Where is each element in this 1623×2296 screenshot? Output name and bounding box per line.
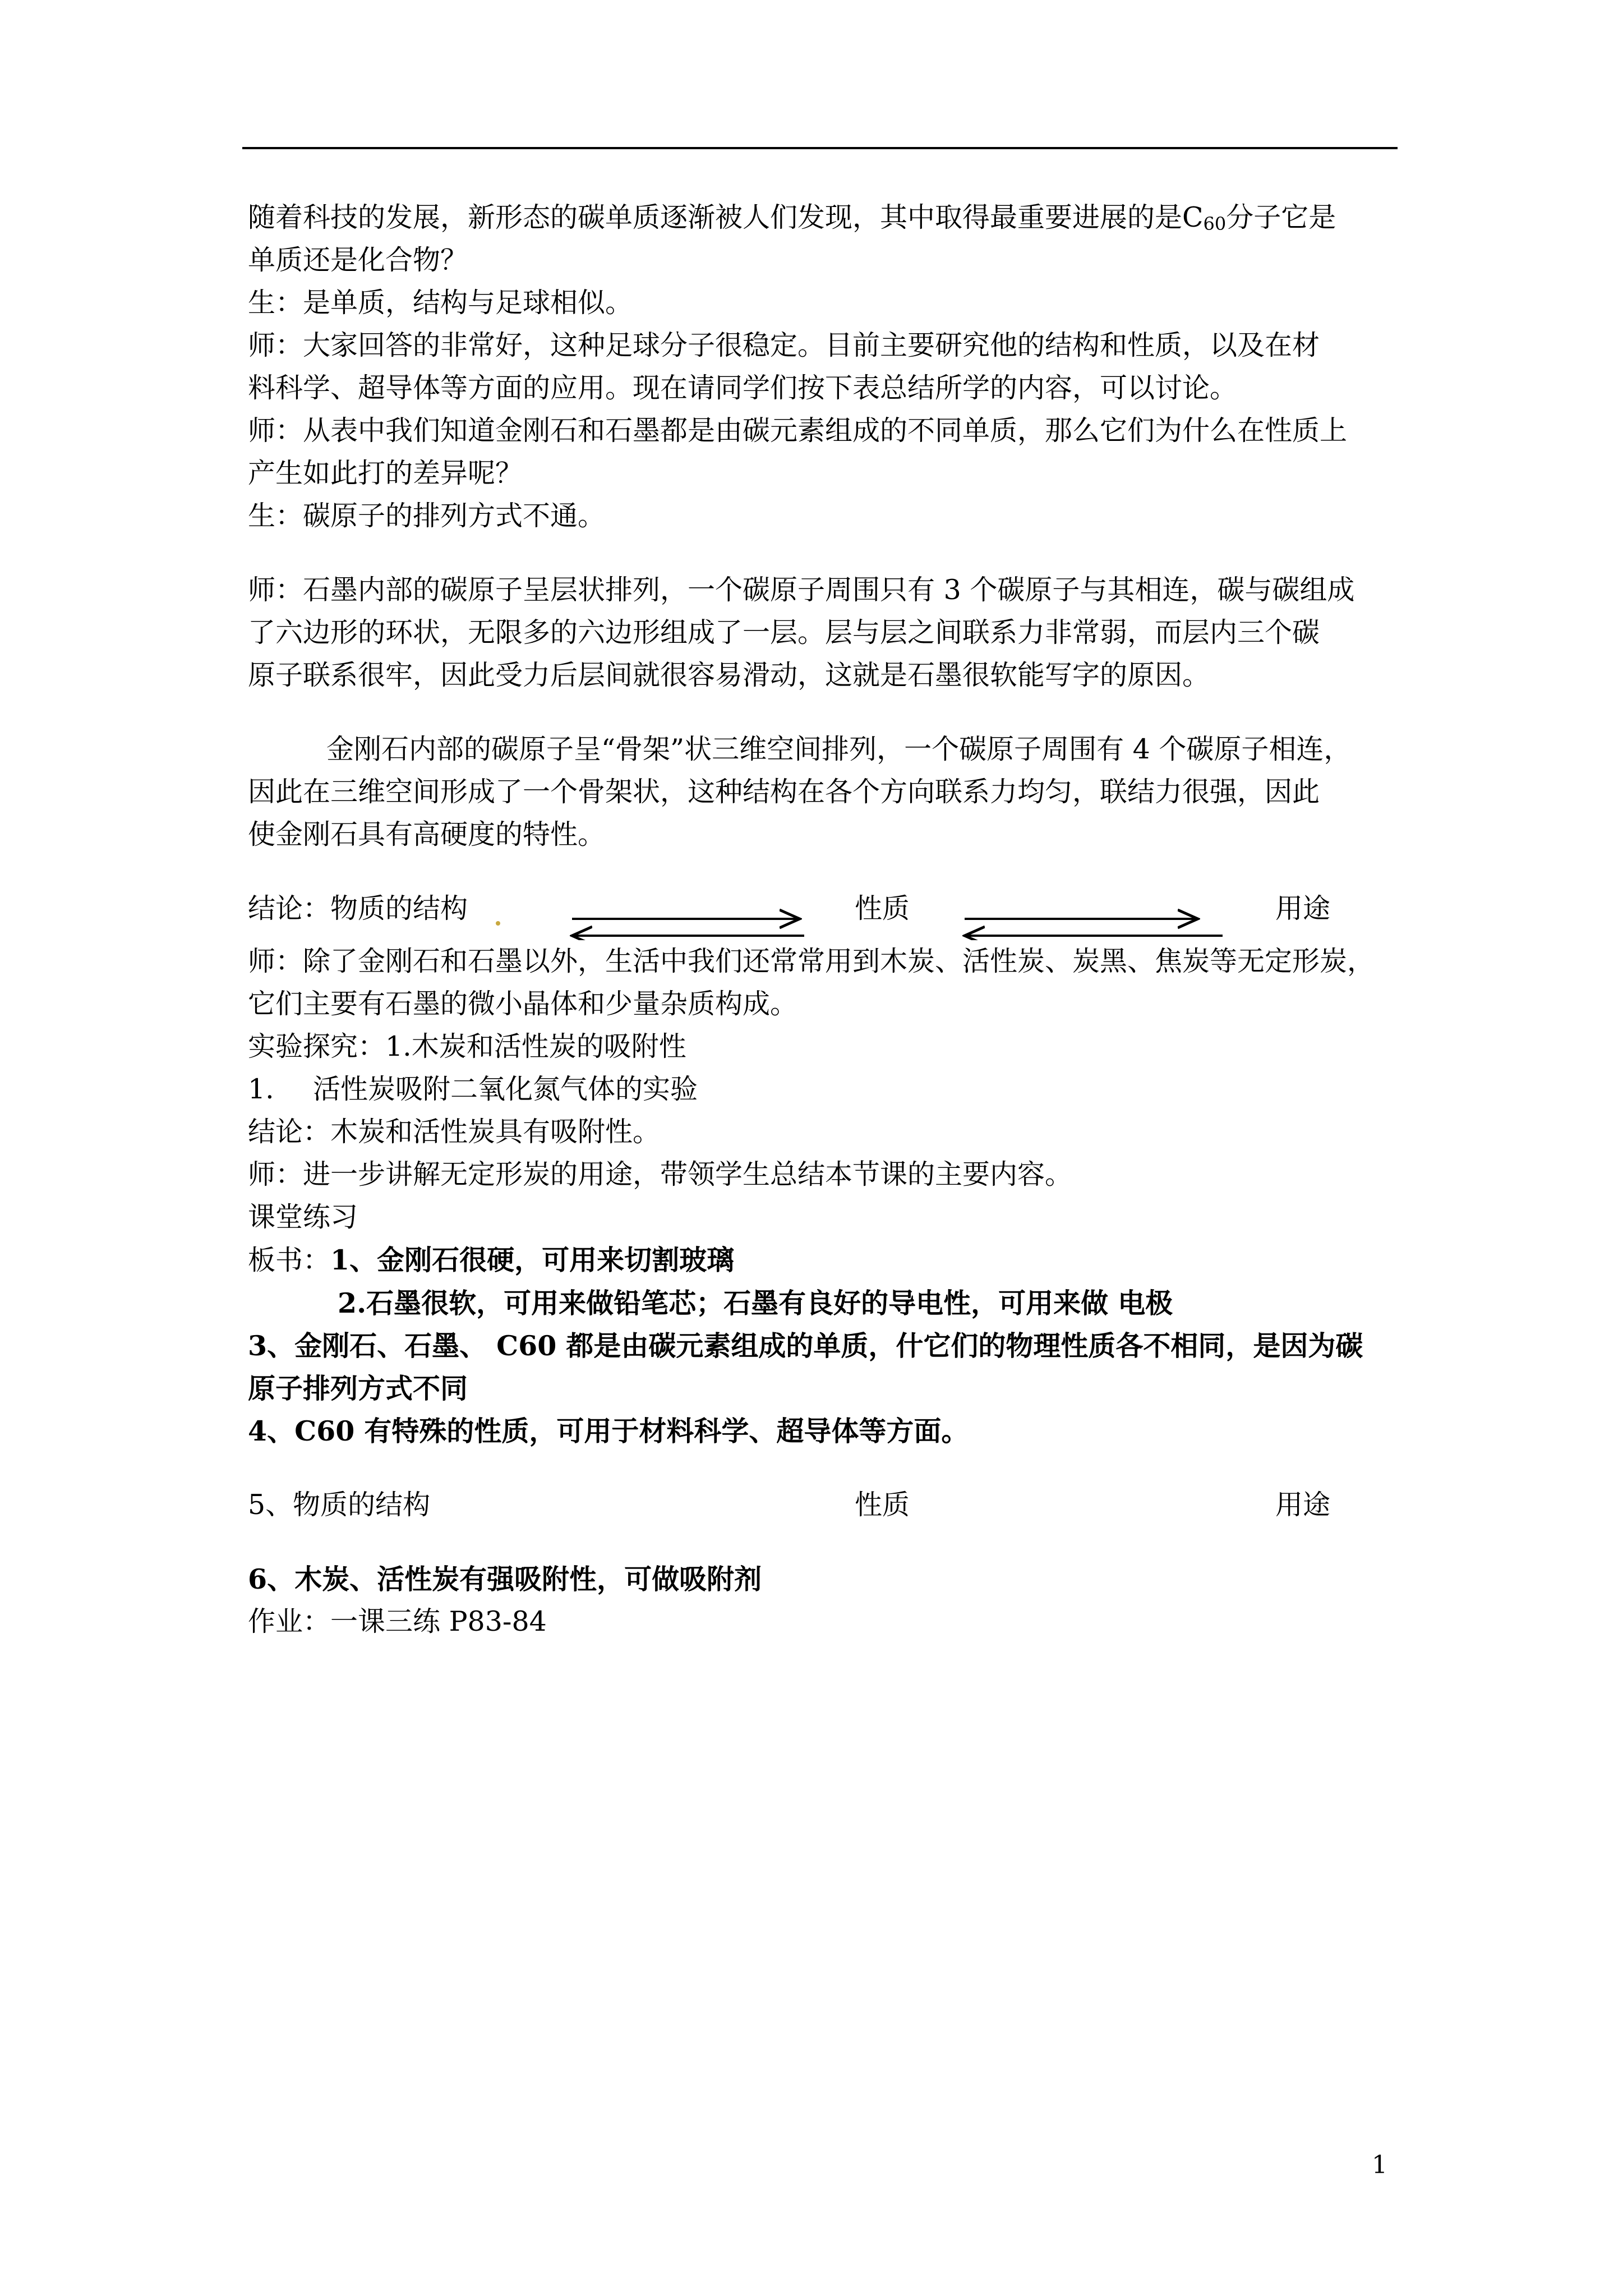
teacher-line: 师：石墨内部的碳原子呈层状排列，一个碳原子周围只有 3 个碳原子与其相连，碳与碳组成	[248, 574, 1355, 606]
paragraph-line: 单质还是化合物？	[248, 244, 468, 276]
flow-structure: 结论：物质的结构	[248, 892, 468, 924]
paragraph-line: 料科学、超导体等方面的应用。现在请同学们按下表总结所学的内容，可以讨论。	[248, 372, 1238, 404]
header-rule	[242, 147, 1398, 149]
paragraph-line: 产生如此打的差异呢？	[248, 457, 523, 489]
teacher-line: 师：大家回答的非常好，这种足球分子很稳定。目前主要研究他的结构和性质，以及在材	[248, 329, 1320, 361]
paragraph-line: 它们主要有石墨的微小晶体和少量杂质构成。	[248, 988, 798, 1020]
homework-line: 作业：一课三练 P83-84	[248, 1605, 547, 1637]
board-line: 2.石墨很软，可用来做铅笔芯；石墨有良好的导电性，可用来做 电极	[338, 1287, 1173, 1319]
board-line: 4、C60 有特殊的性质，可用于材料科学、超导体等方面。	[248, 1415, 969, 1447]
conclusion-line: 结论：木炭和活性炭具有吸附性。	[248, 1116, 661, 1148]
board-line: 3、金刚石、石墨、 C60 都是由碳元素组成的单质，什它们的物理性质各不相同，是因为碳	[248, 1329, 1363, 1362]
teacher-line: 师：进一步讲解无定形炭的用途，带领学生总结本节课的主要内容。	[248, 1158, 1073, 1190]
paragraph-line: 使金刚石具有高硬度的特性。	[248, 818, 606, 850]
summary-flow	[248, 1484, 1403, 1526]
paragraph-line: 因此在三维空间形成了一个骨架状，这种结构在各个方向联系力均匀，联结力很强，因此	[248, 776, 1320, 808]
board-line: 6、木炭、活性炭有强吸附性，可做吸附剂	[248, 1563, 762, 1595]
page-number: 1	[1372, 2151, 1387, 2179]
document-body	[248, 196, 1403, 1643]
flow-structure: 5、物质的结构	[248, 1489, 431, 1521]
flow-property: 性质	[855, 892, 910, 924]
teacher-line: 师：从表中我们知道金刚石和石墨都是由碳元素组成的不同单质，那么它们为什么在性质上	[248, 415, 1348, 447]
flow-property: 性质	[855, 1489, 910, 1521]
teacher-line: 师：除了金刚石和石墨以外，生活中我们还常常用到木炭、活性炭、炭黑、焦炭等无定形炭，	[248, 945, 1375, 977]
student-answer: 生：碳原子的排列方式不通。	[248, 500, 606, 532]
section-heading: 课堂练习	[248, 1201, 358, 1233]
paragraph-line: 原子联系很牢，因此受力后层间就很容易滑动，这就是石墨很软能写字的原因。	[248, 659, 1210, 691]
experiment-item: 1. 活性炭吸附二氧化氮气体的实验	[248, 1073, 698, 1105]
flow-use: 用途	[1275, 892, 1331, 924]
experiment-heading: 实验探究：1.木炭和活性炭的吸附性	[248, 1030, 686, 1062]
paragraph-line: 了六边形的环状，无限多的六边形组成了一层。层与层之间联系力非常弱，而层内三个碳	[248, 616, 1320, 648]
flow-use: 用途	[1275, 1489, 1331, 1521]
board-line: 原子排列方式不同	[248, 1372, 468, 1405]
structure-property-use-flow	[248, 887, 1403, 940]
paragraph-line: 金刚石内部的碳原子呈“骨架”状三维空间排列，一个碳原子周围有 4 个碳原子相连，	[326, 733, 1352, 765]
board-line: 板书：1、金刚石很硬，可用来切割玻璃	[248, 1244, 735, 1276]
student-answer: 生：是单质，结构与足球相似。	[248, 287, 633, 319]
double-arrows	[248, 887, 1403, 940]
paragraph-line: 随着科技的发展，新形态的碳单质逐渐被人们发现，其中取得最重要进展的是$C_{60}$分子它是	[248, 201, 1336, 234]
